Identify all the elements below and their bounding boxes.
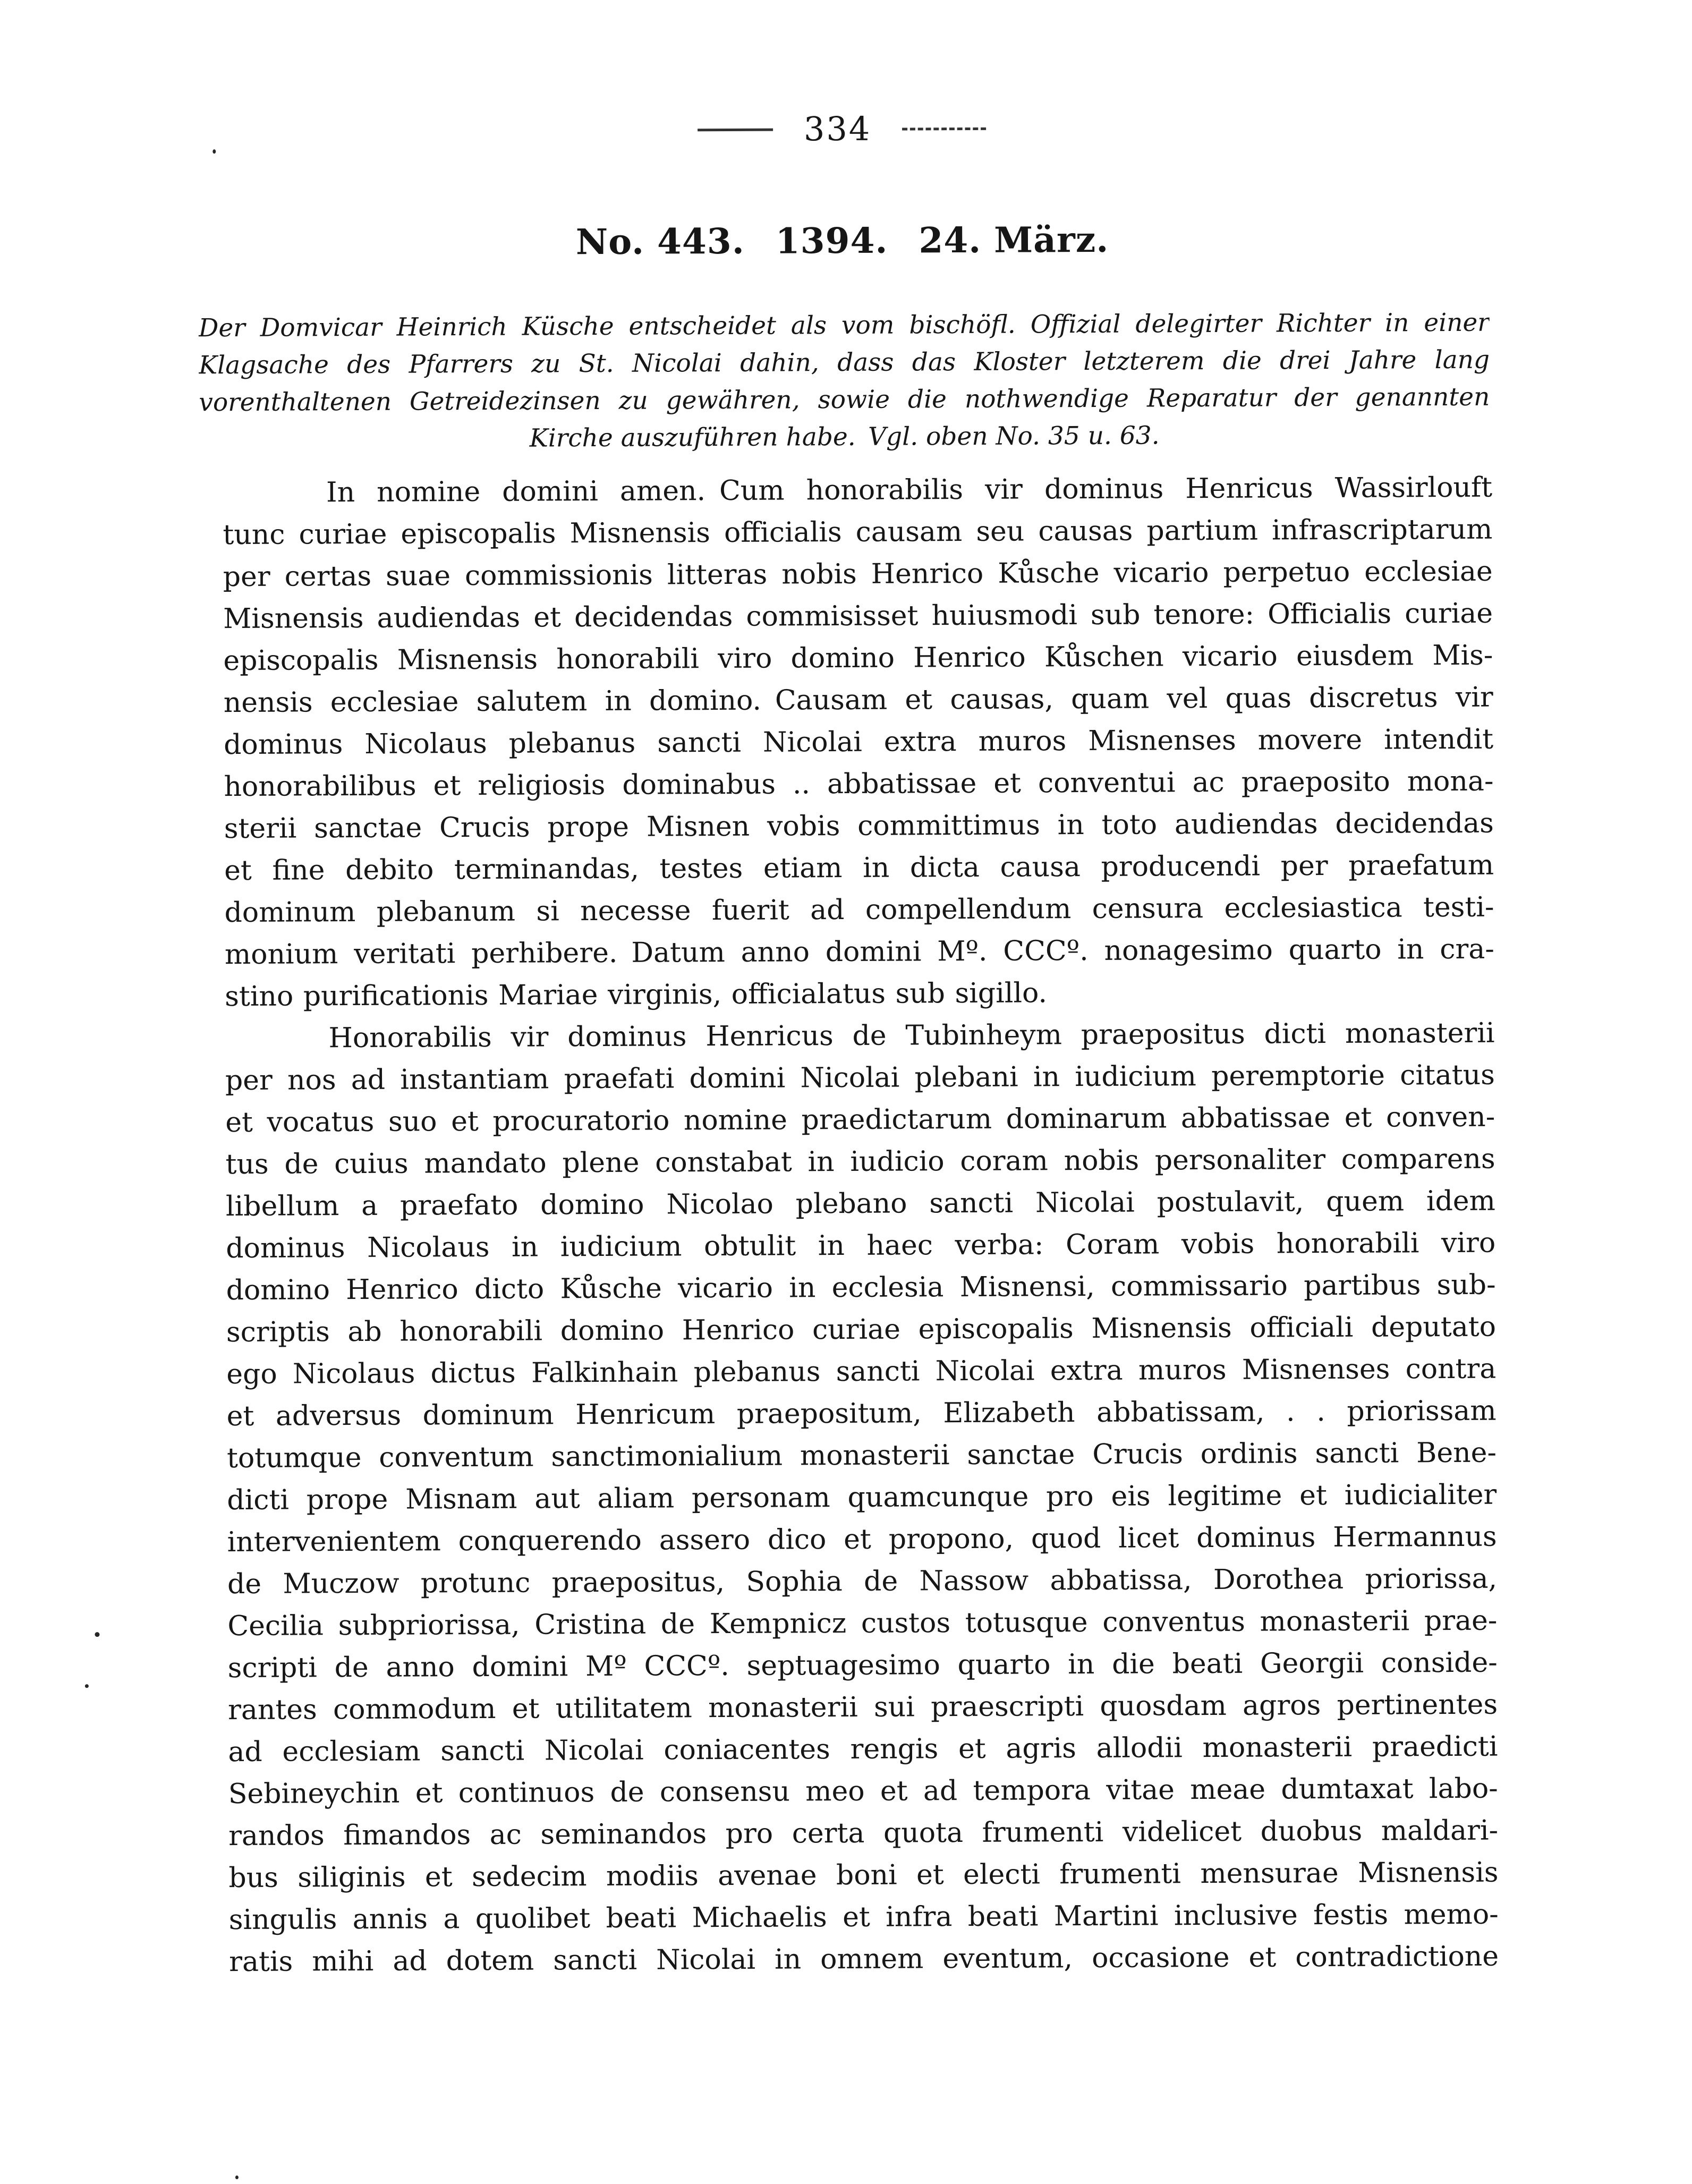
regest-line: vorenthaltenen Getreidezinsen zu gewähren, sowie die nothwendige Reparatur der genannten	[199, 382, 1490, 418]
body-line: bus siliginis et sedecim modiis avenae boni et electi frumenti mensurae Misnensis	[228, 1856, 1499, 1894]
page-header	[0, 109, 1688, 149]
header-rule-left	[698, 128, 773, 131]
regest-line: Kirche auszuführen habe. Vgl. oben No. 35 u. 63.	[529, 421, 1160, 453]
body-line: et adversus dominum Henricum praepositum, Elizabeth abbatissam, . . priorissam	[226, 1395, 1497, 1433]
body-line: et fine debito terminandas, testes etiam in dicta causa producendi per praefatum	[224, 849, 1494, 887]
body-line: per nos ad instantiam praefati domini Nicolai plebani in iudicium peremptorie citatus	[225, 1059, 1495, 1097]
body-line: totumque conventum sanctimonialium monasterii sanctae Crucis ordinis sancti Bene-	[226, 1437, 1497, 1475]
regest-line: Der Domvicar Heinrich Küsche entscheidet als vom bischöfl. Offizial delegirter Richter in einer	[198, 308, 1490, 343]
body-line: scripti de anno domini Mº CCCº. septuagesimo quarto in die beati Georgii conside-	[227, 1646, 1498, 1685]
body-line: stino purificationis Mariae virginis, officialatus sub sigillo.	[225, 977, 1048, 1013]
body-line: ad ecclesiam sancti Nicolai coniacentes rengis et agris allodii monasterii praedicti	[228, 1730, 1498, 1769]
scan-speck	[212, 149, 216, 154]
scan-speck	[95, 1632, 99, 1637]
body-line: singulis annis a quolibet beati Michaelis et infra beati Martini inclusive festis memo-	[228, 1898, 1499, 1936]
body-line: domino Henrico dicto Kůsche vicario in ecclesia Misnensi, commissario partibus sub-	[226, 1269, 1496, 1307]
body-line: honorabilibus et religiosis dominabus .. abbatissae et conventui ac praeposito mona-	[224, 765, 1494, 803]
entry-heading: No. 443. 1394. 24. März.	[575, 218, 1109, 263]
regest-line: Klagsache des Pfarrers zu St. Nicolai dahin, dass das Kloster letzterem die drei Jahre lang	[198, 345, 1490, 380]
body-line: libellum a praefato domino Nicolao plebano sancti Nicolai postulavit, quem idem	[225, 1185, 1496, 1223]
body-line: dominum plebanum si necesse fuerit ad compellendum censura ecclesiastica testi-	[224, 891, 1494, 929]
body-line: per certas suae commissionis litteras nobis Henrico Kůsche vicario perpetuo ecclesiae	[223, 555, 1493, 593]
body-line: Honorabilis vir dominus Henricus de Tubinheym praepositus dicti monasterii	[328, 1017, 1495, 1055]
body-line: rantes commodum et utilitatem monasterii sui praescripti quosdam agros pertinentes	[227, 1688, 1498, 1727]
charter-body	[223, 467, 1499, 1983]
page-number: 334	[803, 109, 872, 149]
body-line: et vocatus suo et procuratorio nomine praedictarum dominarum abbatissae et conven-	[225, 1101, 1495, 1139]
body-line: dominus Nicolaus plebanus sancti Nicolai extra muros Misnenses movere intendit	[224, 723, 1494, 761]
body-line: scriptis ab honorabili domino Henrico curiae episcopalis Misnensis officiali deputato	[226, 1311, 1497, 1349]
header-rule-right	[902, 127, 986, 130]
body-line: randos fimandos ac seminandos pro certa quota frumenti videlicet duobus maldari-	[228, 1814, 1499, 1852]
body-line: tunc curiae episcopalis Misnensis officialis causam seu causas partium infrascriptarum	[223, 513, 1493, 551]
scan-speck	[85, 1684, 89, 1688]
body-line: Cecilia subpriorissa, Cristina de Kempnicz custos totusque conventus monasterii prae-	[227, 1604, 1498, 1643]
body-line: sterii sanctae Crucis prope Misnen vobis committimus in toto audiendas decidendas	[224, 807, 1494, 845]
body-line: tus de cuius mandato plene constabat in iudicio coram nobis personaliter comparens	[225, 1143, 1495, 1181]
body-line: Misnensis audiendas et decidendas commisisset huiusmodi sub tenore: Officialis curiae	[223, 597, 1493, 635]
body-line: dominus Nicolaus in iudicium obtulit in haec verba: Coram vobis honorabili viro	[226, 1227, 1496, 1265]
body-line: de Muczow protunc praepositus, Sophia de Nassow abbatissa, Dorothea priorissa,	[227, 1562, 1498, 1601]
body-line: nensis ecclesiae salutem in domino. Causam et causas, quam vel quas discretus vir	[223, 681, 1493, 719]
body-line: In nomine domini amen. Cum honorabilis vir dominus Henricus Wassirlouft	[326, 471, 1493, 509]
body-line: dicti prope Misnam aut aliam personam quamcunque pro eis legitime et iudicialiter	[227, 1478, 1497, 1517]
body-line: intervenientem conquerendo assero dico et propono, quod licet dominus Hermannus	[227, 1520, 1497, 1559]
regest-summary	[199, 304, 1490, 459]
body-line: monium veritati perhibere. Datum anno domini Mº. CCCº. nonagesimo quarto in cra-	[224, 933, 1494, 971]
body-line: Sebineychin et continuos de consensu meo et ad tempora vitae meae dumtaxat labo-	[228, 1772, 1498, 1811]
scan-speck	[235, 2175, 239, 2179]
body-line: episcopalis Misnensis honorabili viro domino Henrico Kůschen vicario eiusdem Mis-	[223, 639, 1493, 677]
body-line: ratis mihi ad dotem sancti Nicolai in omnem eventum, occasione et contradictione	[229, 1940, 1499, 1978]
body-line: ego Nicolaus dictus Falkinhain plebanus sancti Nicolai extra muros Misnenses contra	[226, 1353, 1497, 1391]
